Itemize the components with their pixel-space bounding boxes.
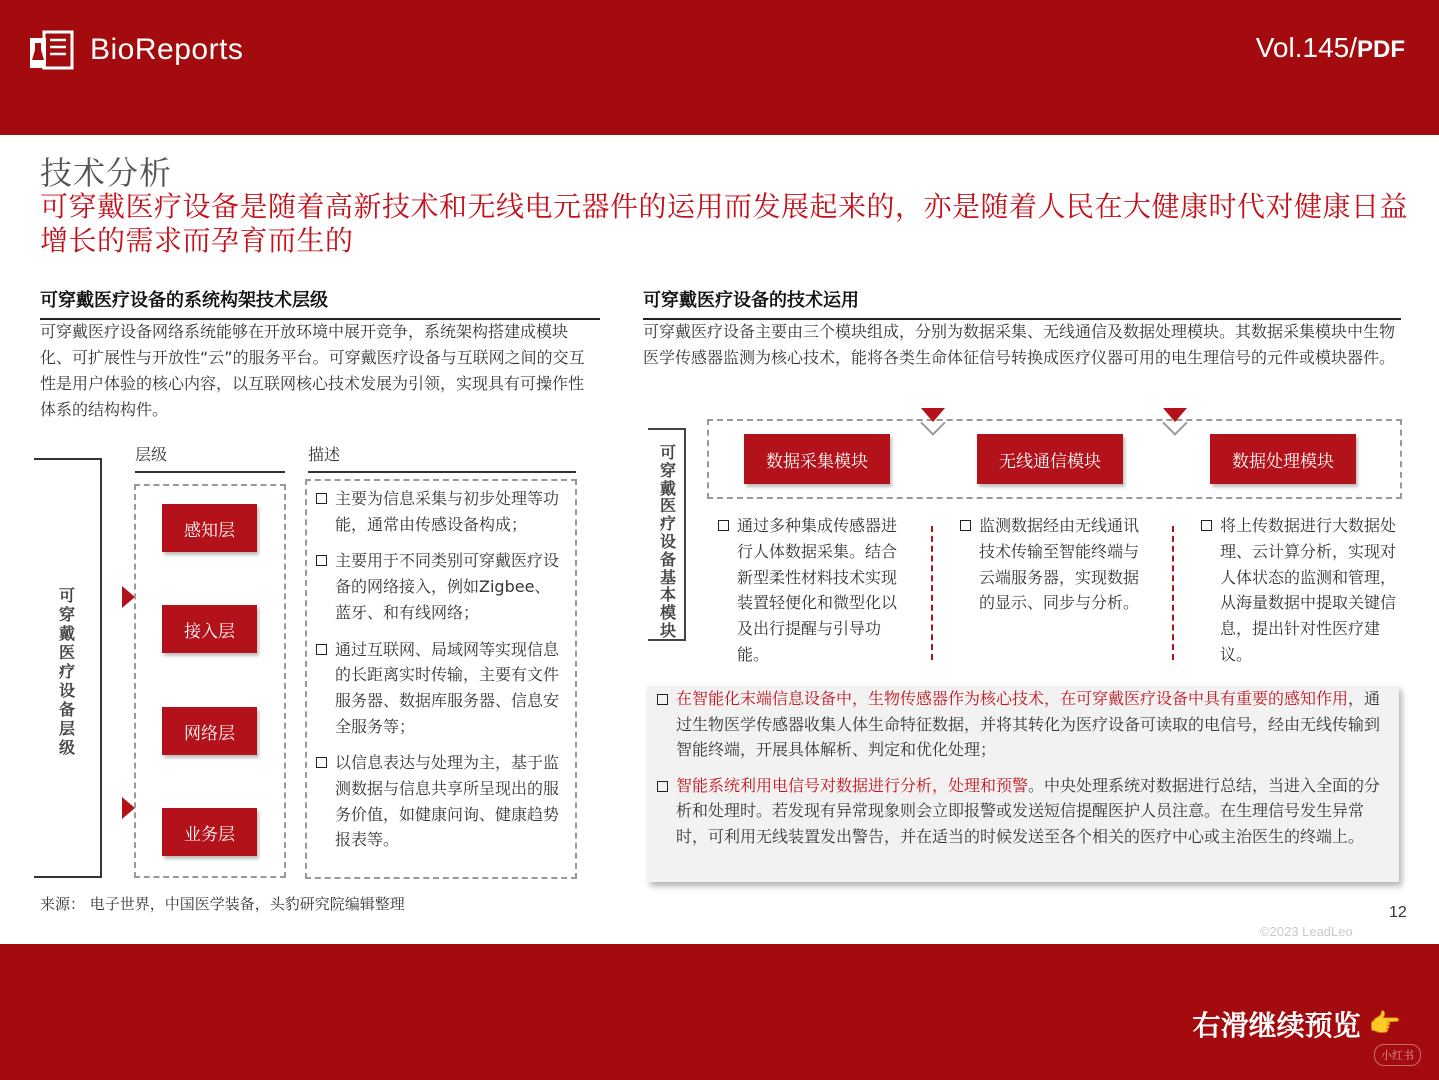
triangle-down-icon [1163,408,1187,422]
swipe-label: 右滑继续预览 [1192,1009,1361,1042]
source-note: 来源： 电子世界，中国医学装备，头豹研究院编辑整理 [40,895,405,913]
section-title: 技术分析 [40,154,173,192]
header-band [0,0,1439,135]
checkbox-bullet-icon [316,555,327,566]
layer-business: 业务层 [162,808,257,856]
callout-item: 智能系统利用电信号对数据进行分析，处理和预警。中央处理系统对数据进行总结，当进入全面的分析和处理时。若发现有异常现象则会立即报警或发送短信提醒医护人员注意。在生理信号发生异常时，可利用无线装置发出警告，并在适当的时候发送至各个相关的医疗中心或主治医生的终端上。 [655,773,1385,850]
module-description: 将上传数据进行大数据处理、云计算分析，实现对人体状态的监测和管理，从海量数据中提取关键信息，提出针对性医疗建议。 [1199,513,1403,668]
left-paragraph: 可穿戴医疗设备网络系统能够在开放环境中展开竞争，系统架构搭建成模块化、可扩展性与开放性“云”的服务平台。可穿戴医疗设备与互联网之间的交互性是用户体验的核心内容，以互联网核心技术发展为引领，实现具有可操作性体系的结构构件。 [40,322,585,419]
left-heading: 可穿戴医疗设备的系统构架技术层级 [40,286,600,320]
layer-perception: 感知层 [162,504,257,552]
hierarchy-vertical-label: 可穿戴医疗设备层级 [58,586,75,757]
checkbox-bullet-icon [316,644,327,655]
checkbox-bullet-icon [718,520,729,531]
module-description: 通过多种集成传感器进行人体数据采集。结合新型柔性材料技术实现装置轻便化和微型化以及出行提醒与引导功能。 [716,513,912,668]
module-description: 监测数据经由无线通讯技术传输至智能终端与云端服务器，实现数据的显示、同步与分析。 [958,513,1154,616]
layer-descriptions [314,486,566,864]
layer-access: 接入层 [162,605,257,653]
triangle-down-icon [921,408,945,422]
callout-item: 在智能化末端信息设备中，生物传感器作为核心技术，在可穿戴医疗设备中具有重要的感知作用，通过生物医学传感器收集人体生命特征数据，并将其转化为医疗设备可读取的电信号，经由无线传输到智能终端，开展具体解析、判定和优化处理； [655,686,1385,763]
description-item: 主要用于不同类别可穿戴医疗设备的网络接入，例如Zigbee、蓝牙、和有线网络； [314,548,566,625]
description-item: 以信息表达与处理为主，基于监测数据与信息共享所呈现出的服务价值，如健康问询、健康趋势报表等。 [314,750,566,853]
key-points-callout [647,686,1399,882]
modules-vertical-label: 可穿戴医疗设备基本模块 [659,443,676,640]
checkbox-bullet-icon [657,694,668,705]
description-item: 通过互联网、局域网等实现信息的长距离实时传输，主要有文件服务器、数据库服务器、信息安全服务等； [314,637,566,740]
module-data-collection: 数据采集模块 [744,434,890,484]
column-header-level: 层级 [135,442,285,473]
description-item: 主要为信息采集与初步处理等功能，通常由传感设备构成； [314,486,566,537]
page-number: 12 [1389,904,1407,921]
brand [26,26,243,74]
checkbox-bullet-icon [316,757,327,768]
checkbox-bullet-icon [960,520,971,531]
footer-band [0,944,1439,1080]
checkbox-bullet-icon [657,781,668,792]
report-logo-icon [26,26,76,74]
layer-network: 网络层 [162,707,257,755]
right-heading: 可穿戴医疗设备的技术运用 [643,286,1401,320]
brand-name: BioReports [90,33,244,66]
volume-label: Vol.145/PDF [1255,32,1405,63]
swipe-next-button[interactable] [1193,1004,1401,1044]
watermark: 小红书 [1374,1044,1421,1066]
module-data-processing: 数据处理模块 [1210,434,1356,484]
pointing-hand-icon: 👉 [1368,1009,1401,1039]
module-wireless-communication: 无线通信模块 [977,434,1123,484]
copyright: ©2023 LeadLeo [1260,924,1353,939]
right-paragraph: 可穿戴医疗设备主要由三个模块组成，分别为数据采集、无线通信及数据处理模块。其数据采集模块中生物医学传感器监测为核心技术，能将各类生命体征信号转换成医疗仪器可用的电生理信号的元件或模块器件。 [643,322,1396,367]
column-header-description: 描述 [308,442,576,473]
checkbox-bullet-icon [1201,520,1212,531]
checkbox-bullet-icon [316,493,327,504]
headline: 可穿戴医疗设备是随着高新技术和无线电元器件的运用而发展起来的，亦是随着人民在大健康时代对健康日益增长的需求而孕育而生的 [40,190,1409,257]
column-divider [1172,526,1174,660]
column-divider [931,526,933,660]
